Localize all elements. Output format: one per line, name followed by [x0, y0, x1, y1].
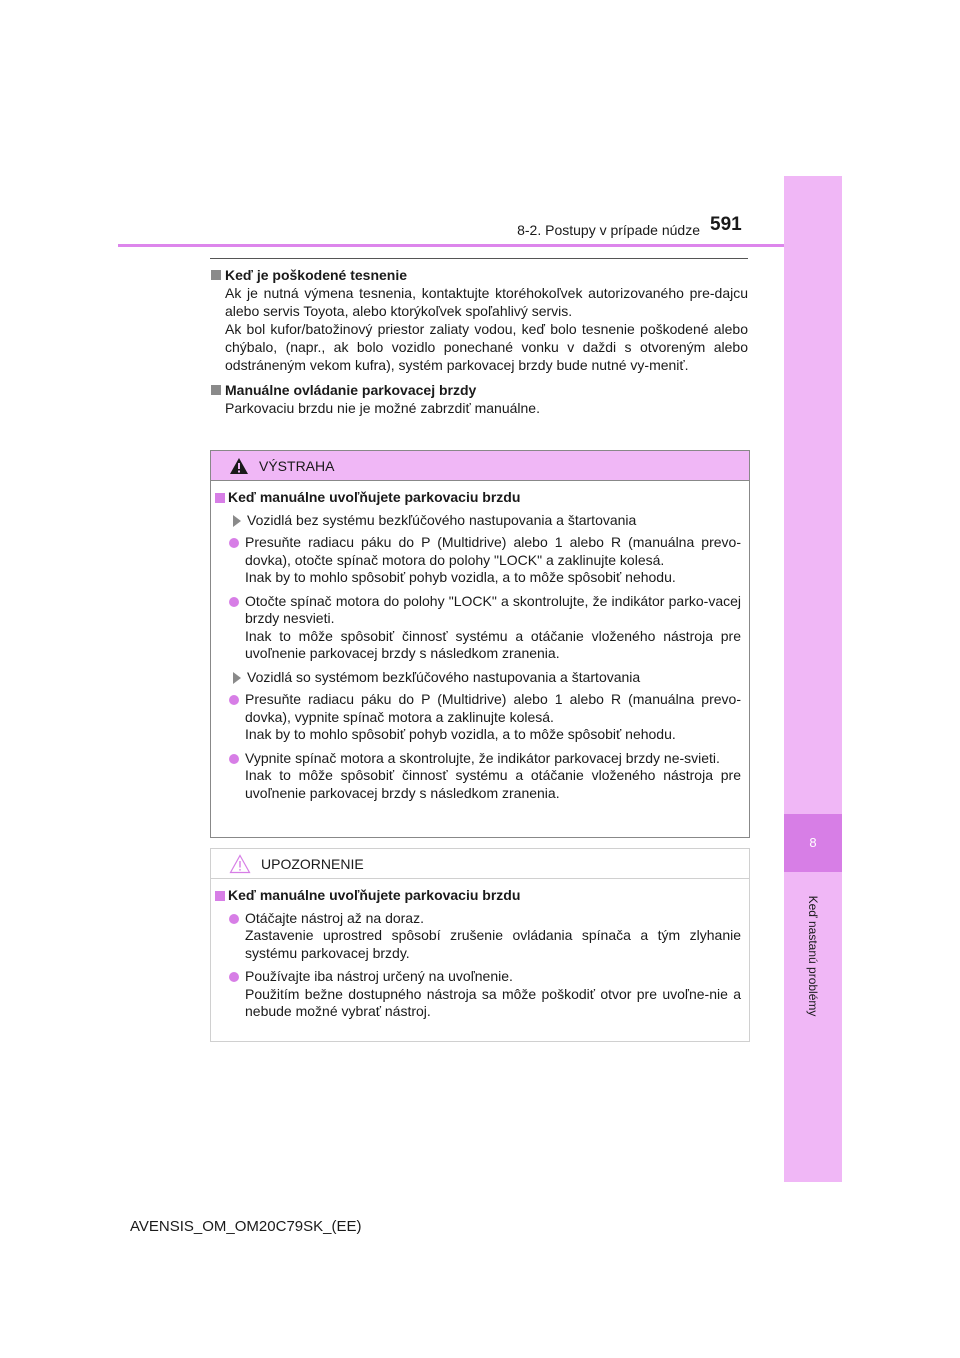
square-bullet-icon	[215, 891, 225, 901]
circle-bullet-icon	[229, 914, 239, 924]
circle-bullet-icon	[229, 538, 239, 548]
list-item	[215, 750, 741, 803]
warning-box	[210, 450, 750, 838]
list-item-text: Otáčajte nástroj až na doraz.	[245, 909, 424, 926]
header-rule	[118, 244, 784, 247]
warning-header	[211, 451, 749, 481]
warning-title-text: Keď manuálne uvoľňujete parkovaciu brzdu	[228, 489, 521, 505]
circle-bullet-icon	[229, 695, 239, 705]
arrow-right-icon	[233, 515, 241, 527]
list-item-text: Inak to môže spôsobiť činnosť systému a otáčanie vloženého nástroja pre uvoľnenie parkovacej brzdy s následkom zranenia.	[245, 767, 741, 801]
list-item-text: Inak by to mohlo spôsobiť pohyb vozidla, a to môže spôsobiť nehodu.	[245, 726, 676, 742]
list-item-text: Zastavenie uprostred spôsobí zrušenie ovládania spínača a tým zlyhanie systému parkovacej brzdy.	[245, 927, 741, 961]
list-item	[215, 691, 741, 744]
caution-triangle-icon	[229, 854, 251, 874]
section-heading	[210, 381, 748, 399]
section-heading	[210, 266, 748, 284]
caution-label: UPOZORNENIE	[261, 855, 364, 872]
warning-title	[215, 489, 741, 507]
list-item-text: Použitím bežne dostupného nástroja sa môže poškodiť otvor pre uvoľne-nie a nebude možné vybrať nástroj.	[245, 985, 741, 1019]
warning-triangle-icon	[229, 457, 249, 475]
caution-body	[211, 879, 749, 1021]
arrow-right-icon	[233, 672, 241, 684]
content-top-rule	[210, 258, 748, 259]
list-item-text: Inak by to mohlo spôsobiť pohyb vozidla, a to môže spôsobiť nehodu.	[245, 569, 676, 585]
vehicle-group-text: Vozidlá so systémom bezkľúčového nastupovania a štartovania	[247, 668, 641, 685]
list-item-text: Vypnite spínač motora a skontrolujte, že indikátor parkovacej brzdy ne-svieti.	[245, 749, 720, 766]
list-item	[215, 593, 741, 663]
caution-box	[210, 848, 750, 1042]
list-item-text: Presuňte radiacu páku do P (Multidrive) alebo 1 alebo R (manuálna prevo-dovka), otočte spínač motora do polohy "LOCK" a zaklinujte kolesá.	[245, 534, 741, 568]
section-heading-text: Keď je poškodené tesnenie	[225, 267, 408, 283]
list-item-text: Používajte iba nástroj určený na uvoľnenie.	[245, 968, 513, 984]
paragraph: Ak je nutná výmena tesnenia, kontaktujte ktoréhokoľvek autorizovaného pre-dajcu alebo servis Toyota, alebo ktorýkoľvek spoľahlivý servis.	[225, 285, 748, 319]
list-item-text: Inak to môže spôsobiť činnosť systému a otáčanie vloženého nástroja pre uvoľnenie parkovacej brzdy s následkom zranenia.	[245, 627, 741, 661]
chapter-title-text: Keď nastanú problémy	[806, 895, 820, 1017]
section-heading-text: Manuálne ovládanie parkovacej brzdy	[225, 382, 477, 398]
paragraph: Parkovaciu brzdu nie je možné zabrzdiť manuálne.	[225, 400, 540, 416]
list-item	[215, 534, 741, 587]
paragraph: Ak bol kufor/batožinový priestor zaliaty vodou, keď bolo tesnenie poškodené alebo chýbalo, (napr., ak bolo vozidlo ponechané vonku v daždi s otvoreným alebo odstráneným vekom kufra), systém parkovacej brzdy bude nutné vy-meniť.	[225, 321, 748, 373]
caution-title	[215, 887, 741, 905]
list-item-text: Otočte spínač motora do polohy "LOCK" a skontrolujte, že indikátor parko-vacej brzdy nesvieti.	[245, 592, 741, 626]
section-body	[210, 284, 748, 374]
circle-bullet-icon	[229, 754, 239, 764]
warning-body	[211, 481, 749, 802]
square-bullet-icon	[215, 493, 225, 503]
vehicle-group-text: Vozidlá bez systému bezkľúčového nastupovania a štartovania	[247, 511, 637, 528]
circle-bullet-icon	[229, 597, 239, 607]
chapter-title	[784, 876, 842, 1036]
vehicle-group	[215, 512, 741, 530]
chapter-number: 8	[784, 814, 842, 872]
circle-bullet-icon	[229, 972, 239, 982]
caution-header	[211, 849, 749, 879]
list-item	[215, 968, 741, 1021]
list-item	[215, 910, 741, 963]
page-number: 591	[710, 214, 742, 235]
square-bullet-icon	[211, 385, 221, 395]
section-body	[210, 399, 748, 417]
warning-label: VÝSTRAHA	[259, 457, 335, 474]
header-section-title: 8-2. Postupy v prípade núdze	[517, 222, 700, 238]
caution-title-text: Keď manuálne uvoľňujete parkovaciu brzdu	[228, 887, 521, 903]
square-bullet-icon	[211, 270, 221, 280]
document-id: AVENSIS_OM_OM20C79SK_(EE)	[130, 1218, 362, 1235]
vehicle-group	[215, 669, 741, 687]
list-item-text: Presuňte radiacu páku do P (Multidrive) alebo 1 alebo R (manuálna prevo-dovka), vypnite spínač motora a zaklinujte kolesá.	[245, 691, 741, 725]
main-content	[210, 266, 748, 417]
